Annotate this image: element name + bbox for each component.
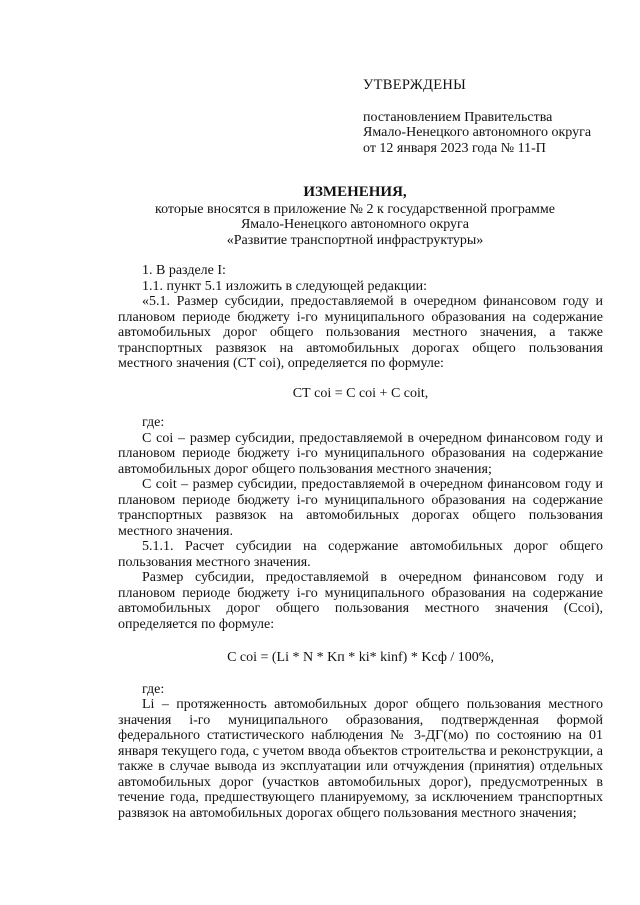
document-title [120,185,590,248]
paragraph-section-1: 1. В разделе I: [142,263,226,278]
definition-c-coi: С coi – размер субсидии, предоставляемой в очередном финансовом году и плановом периоде бюджету i-го муниципального образования на содержание автомобильных дорог общего пользования местного значения; [118,430,603,477]
title-line-3: «Развитие транспортной инфраструктуры» [226,232,484,248]
document-body [118,263,603,821]
paragraph-clause-1-1: 1.1. пункт 5.1 изложить в следующей редакции: [142,278,427,294]
approval-block [363,78,623,156]
approval-line-2: Ямало-Ненецкого автономного округа [363,125,592,140]
definition-li: Li – протяженность автомобильных дорог общего пользования местного значения i-го муниципального образования, подтвержденная формой федерального статистического наблюдения № 3-ДГ(мо) по состоянию на 01 января текущего года, с учетом ввода объектов строительства и реконструкции, а также в случае вывода из эксплуатации или отчуждения (принятия) отдельных автомобильных дорог (участков автомобильных дорог), предусмотренных в течение года, предшествующего планируемому, за исключением транспортных развязок на автомобильных дорогах общего пользования местного значения; [118,697,603,821]
title-line-1: которые вносятся в приложение № 2 к государственной программе [155,201,555,217]
approval-heading: УТВЕРЖДЕНЫ [363,77,467,93]
formula-road-subsidy: С coi = (Li * N * Kп * ki* kinf) * Kсф / 100%, [227,650,494,665]
paragraph-subsidy-size: Размер субсидии, предоставляемой в очередном финансовом году и плановом периоде бюджету i-го муниципального образования на содержание автомобильных дорог общего пользования местного значения (Ccoi), определяется по формуле: [118,570,603,632]
title-main: ИЗМЕНЕНИЯ, [303,184,407,200]
where-label-1: где: [142,415,165,430]
paragraph-5-1: «5.1. Размер субсидии, предоставляемой в очередном финансовом году и плановом периоде бюджету i-го муниципального образования на содержание автомобильных дорог общего пользования местного значения, а также транспортных развязок на автомобильных дорогах общего пользования местного значения (СТ coi), определяется по формуле: [118,294,603,371]
definition-c-coit: С coit – размер субсидии, предоставляемой в очередном финансовом году и плановом периоде бюджету i-го муниципального образования на содержание транспортных развязок на автомобильных дорогах общего пользования местного значения. [118,477,603,539]
where-label-2: где: [142,681,165,697]
title-line-2: Ямало-Ненецкого автономного округа [240,217,470,232]
paragraph-5-1-1: 5.1.1. Расчет субсидии на содержание автомобильных дорог общего пользования местного значения. [118,539,603,570]
approval-line-1: постановлением Правительства [363,109,553,125]
formula-total-subsidy: СТ coi = С coi + С coit, [292,385,429,401]
approval-line-3: от 12 января 2023 года № 11-П [363,140,546,156]
